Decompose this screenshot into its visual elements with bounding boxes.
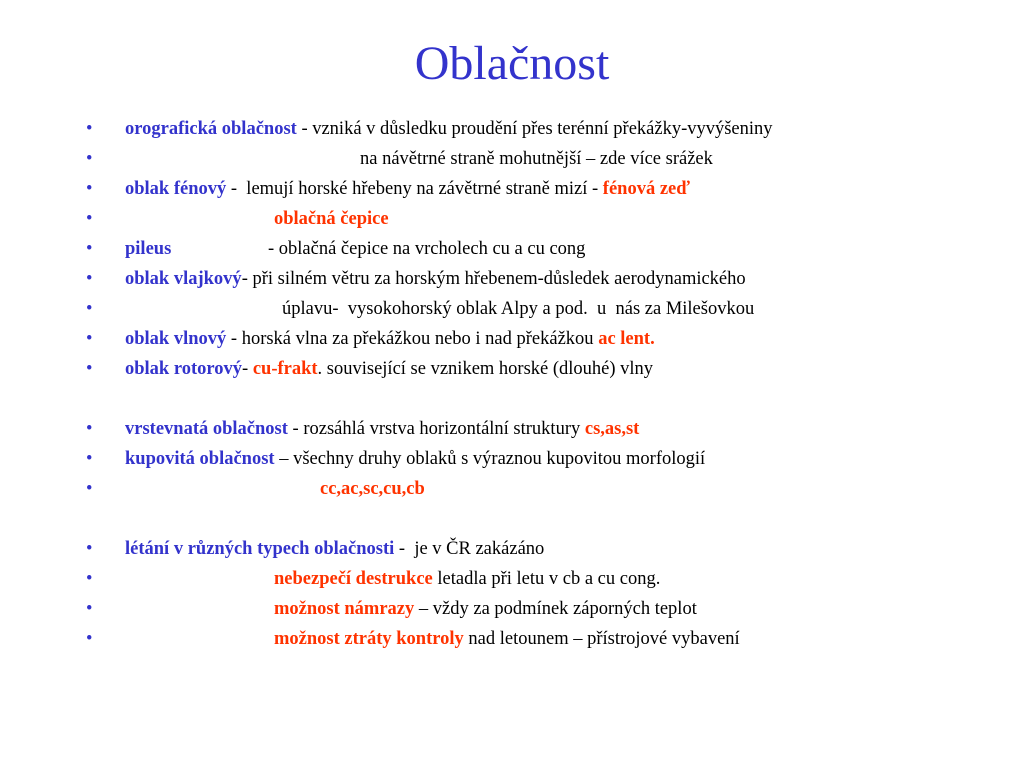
description: - horská vlna za překážkou nebo i nad překážkou — [226, 329, 599, 349]
bullet-row-orograficka — [0, 114, 1024, 144]
highlight: oblačná čepice — [274, 209, 389, 229]
bullet-row-destrukce — [0, 564, 1024, 594]
description: - při silném větru za horským hřebenem-důsledek aerodynamického — [241, 269, 746, 289]
description: . související se vznikem horské (dlouhé) vlny — [317, 359, 654, 379]
bullet-icon: • — [86, 209, 93, 229]
bullet-icon: • — [86, 449, 93, 469]
highlight: cu-frakt — [252, 359, 318, 379]
bullet-icon: • — [86, 179, 93, 199]
bullet-row-cepice — [0, 204, 1024, 234]
highlight: možnost námrazy — [274, 599, 415, 619]
row-text — [274, 564, 660, 594]
bullet-icon: • — [86, 149, 93, 169]
description: - lemují horské hřebeny na závětrné straně mizí - — [226, 179, 603, 199]
description: - oblačná čepice na vrcholech cu a cu cong — [268, 239, 586, 259]
term: oblak fénový — [125, 179, 227, 199]
row-text — [125, 534, 544, 564]
row-text — [125, 414, 639, 444]
description: - — [242, 359, 253, 379]
bullet-row-kontrola — [0, 624, 1024, 654]
highlight: možnost ztráty kontroly — [274, 629, 464, 649]
bullet-row-kupovita — [0, 444, 1024, 474]
row-text — [125, 324, 655, 354]
description: nad letounem – přístrojové vybavení — [463, 629, 740, 649]
term: oblak rotorový — [125, 359, 243, 379]
bullet-row-continuation — [0, 294, 1024, 324]
row-text — [360, 144, 713, 174]
description: - vzniká v důsledku proudění přes terénní překážky-vyvýšeniny — [296, 119, 773, 139]
highlight: cs,as,st — [584, 419, 640, 439]
description: letadla při letu v cb a cu cong. — [432, 569, 661, 589]
slide-title: Oblačnost — [414, 37, 610, 90]
row-text — [125, 234, 171, 264]
term: orografická oblačnost — [125, 119, 297, 139]
bullet-row-cloud-types — [0, 474, 1024, 504]
bullet-row-continuation — [0, 144, 1024, 174]
row-text — [274, 204, 389, 234]
highlight: fénová zeď — [602, 179, 690, 199]
bullet-row-vlnovy — [0, 324, 1024, 354]
term: oblak vlajkový — [125, 269, 242, 289]
description: - je v ČR zakázáno — [394, 539, 545, 559]
bullet-icon: • — [86, 569, 93, 589]
highlight: cc,ac,sc,cu,cb — [320, 479, 425, 499]
bullet-row-fenovy — [0, 174, 1024, 204]
bullet-row-vrstevnata — [0, 414, 1024, 444]
bullet-row-namraza — [0, 594, 1024, 624]
bullet-icon: • — [86, 419, 93, 439]
row-text — [125, 354, 653, 384]
term: pileus — [125, 239, 172, 259]
description: – vždy za podmínek záporných teplot — [414, 599, 697, 619]
bullet-icon: • — [86, 359, 93, 379]
bullet-icon: • — [86, 239, 93, 259]
highlight: ac lent. — [598, 329, 655, 349]
bullet-row-rotorovy — [0, 354, 1024, 384]
bullet-row-vlajkovy — [0, 264, 1024, 294]
bullet-icon: • — [86, 269, 93, 289]
bullet-icon: • — [86, 119, 93, 139]
bullet-icon: • — [86, 599, 93, 619]
bullet-icon: • — [86, 329, 93, 349]
bullet-icon: • — [86, 539, 93, 559]
row-text — [125, 444, 705, 474]
row-text — [282, 294, 754, 324]
description: na návětrné straně mohutnější – zde více srážek — [360, 149, 713, 169]
row-text — [320, 474, 425, 504]
bullet-row-pileus — [0, 234, 1024, 264]
bullet-icon: • — [86, 299, 93, 319]
bullet-icon: • — [86, 629, 93, 649]
term: oblak vlnový — [125, 329, 227, 349]
row-text — [125, 114, 773, 144]
term: kupovitá oblačnost — [125, 449, 275, 469]
term: vrstevnatá oblačnost — [125, 419, 288, 439]
row-text — [125, 174, 690, 204]
highlight: nebezpečí destrukce — [274, 569, 433, 589]
row-text — [125, 264, 746, 294]
description: – všechny druhy oblaků s výraznou kupovitou morfologií — [274, 449, 706, 469]
term: létání v různých typech oblačnosti — [125, 539, 395, 559]
description: - rozsáhlá vrstva horizontální struktury — [287, 419, 585, 439]
description: úplavu- vysokohorský oblak Alpy a pod. u nás za Milešovkou — [282, 299, 755, 319]
row-text — [274, 594, 697, 624]
bullet-row-letani — [0, 534, 1024, 564]
row-text — [274, 624, 740, 654]
row-text-description — [268, 234, 585, 264]
bullet-icon: • — [86, 479, 93, 499]
